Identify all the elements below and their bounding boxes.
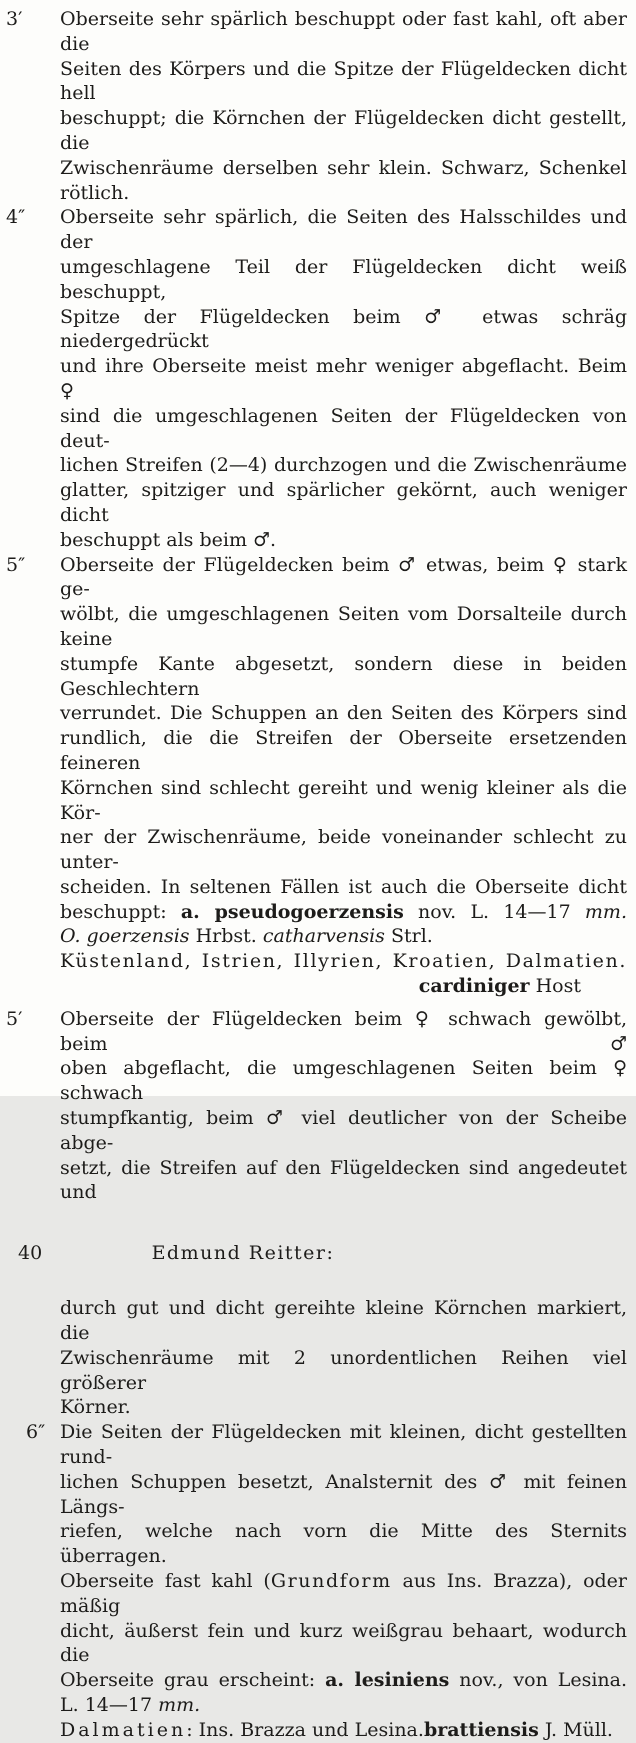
text-line — [60, 156, 627, 206]
text-line — [60, 974, 627, 999]
text-run: nov. L. 14—17 — [403, 900, 585, 923]
text-run: beschuppt: — [60, 900, 181, 923]
text-run: verrundet. Die Schuppen an den Seiten des Körpers sind — [60, 702, 627, 725]
text-line — [60, 1619, 627, 1669]
text-run: wölbt, die umgeschlagenen Seiten vom Dorsalteile durch keine — [60, 603, 627, 650]
text-run: Grundform — [270, 1570, 392, 1593]
text-run: Hrbst. — [189, 925, 263, 948]
text-line — [60, 1569, 627, 1619]
text-run: beschuppt als beim ♂. — [60, 528, 277, 551]
text-run: catharvensis — [262, 925, 385, 948]
text-run: cardiniger — [418, 975, 530, 998]
text-run: O. goerzensis — [60, 925, 190, 948]
text-line — [60, 255, 627, 305]
text-run: Strl. — [384, 925, 433, 948]
couplet-text — [60, 1420, 636, 1742]
text-line — [60, 652, 627, 702]
text-line — [60, 478, 627, 528]
text-run: Seiten des Körpers und die Spitze der Flügeldecken dicht hell — [60, 57, 627, 105]
entry-3-prime — [0, 7, 636, 205]
couplet-number: 4″ — [6, 206, 26, 229]
text-run: scheiden. In seltenen Fällen ist auch die Oberseite dicht — [60, 875, 627, 898]
text-line — [60, 205, 627, 255]
entry-6-doubleprime — [0, 1420, 636, 1742]
text-line — [60, 1106, 627, 1156]
text-run: Oberseite der Flügeldecken beim ♂ etwas, beim ♀ stark ge- — [60, 553, 627, 601]
text-run: a. lesiniens — [325, 1669, 450, 1692]
couplet-text — [60, 1007, 636, 1205]
text-run: aus Ins. Brazza), oder mäßig — [60, 1570, 628, 1617]
couplet-number: 6″ — [26, 1421, 46, 1444]
text-line — [60, 1056, 627, 1106]
text-run: mm. — [584, 900, 627, 923]
text-run: Oberseite der Flügeldecken beim ♀ schwach gewölbt, beim ♂ — [60, 1007, 627, 1055]
text-run: Oberseite sehr spärlich, die Seiten des Halsschildes und der — [60, 206, 627, 254]
text-line — [60, 701, 627, 726]
text-run: stumpfe Kante abgesetzt, sondern diese in beiden Geschlechtern — [60, 652, 627, 700]
couplet-number: 5′ — [6, 1007, 23, 1030]
entry-5-prime — [0, 1007, 636, 1205]
text-run: Spitze der Flügeldecken beim ♂ etwas schräg niedergedrückt — [60, 305, 627, 353]
text-line — [60, 825, 627, 875]
text-run: : Ins. Brazza und Lesina. — [186, 1718, 424, 1741]
page-number: 40 — [18, 1242, 43, 1265]
text-line — [60, 404, 627, 454]
text-line — [60, 1718, 627, 1743]
text-line — [60, 1420, 627, 1470]
text-line — [60, 553, 627, 603]
couplet-text — [60, 7, 636, 205]
text-run: und ihre Oberseite meist mehr weniger abgeflacht. Beim ♀ — [60, 355, 627, 402]
text-run: setzt, die Streifen auf den Flügeldecken sind angedeutet und — [60, 1156, 627, 1204]
text-line — [60, 1007, 627, 1057]
entry-5-doubleprime — [0, 553, 636, 999]
text-run: Küstenland, Istrien, Illyrien, Kroatien, Dalmatien. — [60, 950, 627, 973]
text-line — [60, 1519, 627, 1569]
species-name — [424, 1718, 613, 1743]
text-run: riefen, welche nach vorn die Mitte des Sternits überragen. — [60, 1520, 627, 1568]
text-line — [60, 900, 627, 925]
text-run: a. pseudogoerzensis — [180, 900, 404, 923]
text-run: glatter, spitziger und spärlicher gekörnt, auch weniger dicht — [60, 479, 627, 526]
text-run: umgeschlagene Teil der Flügeldecken dicht weiß beschuppt, — [60, 255, 627, 303]
text-run: Host — [529, 975, 581, 998]
text-run: Oberseite fast kahl ( — [60, 1570, 271, 1593]
text-run: Oberseite grau erscheint: — [60, 1669, 326, 1692]
text-run: Oberseite sehr spärlich beschuppt oder fast kahl, oft aber die — [60, 8, 627, 55]
document-flow — [0, 7, 636, 1743]
couplet-number: 5″ — [6, 553, 26, 576]
text-line — [60, 1296, 627, 1346]
text-run: ner der Zwischenräume, beide voneinander schlecht zu unter- — [60, 826, 627, 874]
text-run: rundlich, die die Streifen der Oberseite ersetzenden feineren — [60, 727, 627, 774]
text-line — [60, 1470, 627, 1520]
text-line — [60, 1395, 627, 1420]
text-line — [60, 305, 627, 355]
text-run: stumpfkantig, beim ♂ viel deutlicher von der Scheibe abge- — [60, 1107, 627, 1154]
entry-4-doubleprime — [0, 205, 636, 552]
text-run: lichen Streifen (2—4) durchzogen und die Zwischenräume — [60, 454, 627, 477]
text-run: L. 14—17 — [60, 1694, 159, 1716]
text-line — [60, 726, 627, 776]
text-line — [60, 528, 627, 553]
text-line — [60, 354, 627, 404]
couplet-text — [60, 553, 636, 999]
text-line — [60, 1693, 627, 1718]
text-run: Zwischenräume mit 2 unordentlichen Reihen viel größerer — [60, 1346, 627, 1394]
text-line — [60, 106, 627, 156]
text-line — [60, 1668, 627, 1693]
text-run: J. Müll. — [538, 1718, 613, 1741]
text-run: beschuppt; die Körnchen der Flügeldecken dicht gestellt, die — [60, 107, 627, 154]
running-title: Edmund Reitter: — [151, 1242, 335, 1265]
couplet-text — [60, 205, 636, 552]
text-run: dicht, äußerst fein und kurz weißgrau behaart, wodurch die — [60, 1619, 627, 1667]
couplet-number: 3′ — [6, 8, 23, 30]
text-line — [60, 949, 627, 974]
text-run: Zwischenräume derselben sehr klein. Schwarz, Schenkel rötlich. — [60, 156, 627, 204]
text-line — [60, 57, 627, 107]
text-run: Dalmatien — [60, 1718, 187, 1741]
text-line — [60, 1346, 627, 1396]
text-line — [60, 875, 627, 900]
text-run: Körner. — [60, 1396, 131, 1419]
text-line — [60, 776, 627, 826]
text-run: Körnchen sind schlecht gereiht und wenig kleiner als die Kör- — [60, 776, 627, 824]
text-run: nov., von Lesina. — [449, 1669, 627, 1692]
entry-continuation — [0, 1296, 636, 1420]
text-run: durch gut und dicht gereihte kleine Körnchen markiert, die — [60, 1297, 627, 1345]
text-line — [60, 1156, 627, 1206]
text-run: brattiensis — [423, 1718, 539, 1741]
text-run: lichen Schuppen besetzt, Analsternit des ♂ mit feinen Längs- — [60, 1470, 627, 1518]
page-header — [0, 1241, 636, 1266]
locality-text — [60, 1718, 424, 1743]
text-line — [60, 7, 627, 57]
text-run: Die Seiten der Flügeldecken mit kleinen, dicht gestellten rund- — [60, 1421, 627, 1469]
couplet-text — [60, 1296, 636, 1420]
text-run: oben abgeflacht, die umgeschlagenen Seiten beim ♀ schwach — [60, 1057, 627, 1105]
text-line — [60, 924, 627, 949]
text-line — [60, 602, 627, 652]
text-run: mm. — [158, 1694, 201, 1716]
text-run: sind die umgeschlagenen Seiten der Flügeldecken von deut- — [60, 404, 627, 452]
text-line — [60, 453, 627, 478]
